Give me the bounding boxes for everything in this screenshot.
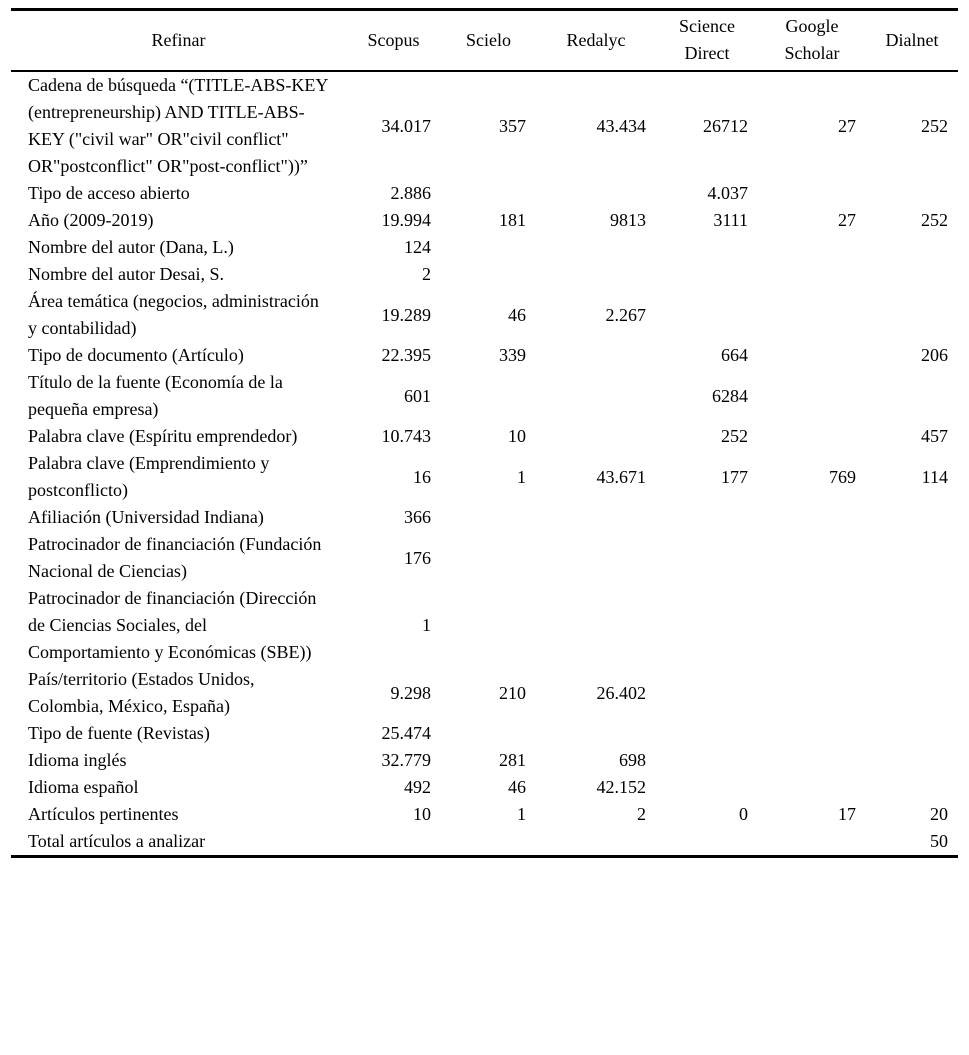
row-value-dialnet: 206 [921, 345, 948, 365]
row-value-google-scholar [758, 666, 866, 720]
row-value-scopus: 9.298 [390, 682, 431, 703]
row-value-science-direct [656, 666, 758, 720]
row-value-science-direct: 4.037 [707, 183, 748, 203]
row-value-google-scholar: 17 [838, 804, 856, 824]
row-value-scopus [346, 828, 441, 857]
table-row [11, 585, 958, 666]
row-value-science-direct: 252 [721, 426, 748, 446]
row-value-redalyc [536, 342, 656, 369]
row-value-google-scholar [758, 342, 866, 369]
row-label: Tipo de documento (Artículo) [28, 345, 244, 365]
row-value-science-direct: 3111 [713, 210, 748, 230]
row-value-google-scholar: 27 [838, 210, 856, 230]
column-header-scielo: Scielo [441, 10, 536, 72]
column-header-redalyc: Redalyc [536, 10, 656, 72]
row-value-redalyc [536, 180, 656, 207]
row-value-dialnet [866, 747, 958, 774]
row-value-redalyc: 43.671 [596, 466, 646, 487]
row-value-redalyc [536, 369, 656, 423]
row-value-dialnet [866, 585, 958, 666]
row-value-dialnet [866, 666, 958, 720]
row-value-science-direct [656, 261, 758, 288]
column-header-dialnet: Dialnet [866, 10, 958, 72]
table-row [11, 747, 958, 774]
row-label: Afiliación (Universidad Indiana) [28, 507, 264, 527]
table-row [11, 801, 958, 828]
row-label: Nombre del autor (Dana, L.) [28, 237, 234, 257]
row-value-scopus: 25.474 [381, 723, 431, 743]
row-value-scielo [441, 504, 536, 531]
row-value-scielo: 46 [508, 777, 526, 797]
row-value-scielo [441, 720, 536, 747]
row-value-google-scholar [758, 261, 866, 288]
row-value-dialnet: 114 [921, 466, 948, 487]
row-value-scopus: 10 [413, 804, 431, 824]
table-row [11, 828, 958, 857]
row-value-scopus: 19.994 [381, 210, 431, 230]
row-value-dialnet [866, 180, 958, 207]
row-value-redalyc [536, 423, 656, 450]
row-value-redalyc: 698 [619, 750, 646, 770]
table-row [11, 342, 958, 369]
row-value-scielo [441, 585, 536, 666]
row-value-scopus: 124 [404, 237, 431, 257]
row-value-dialnet [866, 720, 958, 747]
row-value-dialnet [866, 234, 958, 261]
row-value-redalyc [536, 531, 656, 585]
row-value-dialnet: 457 [921, 426, 948, 446]
row-value-dialnet [866, 531, 958, 585]
table-row [11, 288, 958, 342]
row-value-google-scholar [758, 180, 866, 207]
row-value-redalyc [536, 234, 656, 261]
row-label: Año (2009-2019) [28, 210, 154, 230]
row-label: Nombre del autor Desai, S. [28, 264, 224, 284]
row-value-scopus: 601 [404, 385, 431, 406]
row-value-redalyc: 2 [637, 804, 646, 824]
row-value-science-direct [656, 504, 758, 531]
row-label: Total artículos a analizar [28, 831, 206, 851]
row-value-scopus: 366 [404, 507, 431, 527]
row-value-redalyc [536, 585, 656, 666]
row-value-scielo [441, 369, 536, 423]
row-value-google-scholar [758, 531, 866, 585]
row-value-dialnet [866, 261, 958, 288]
table-row [11, 369, 958, 423]
row-value-google-scholar: 769 [829, 466, 856, 487]
row-value-redalyc: 42.152 [596, 777, 646, 797]
row-label: Idioma español [28, 777, 139, 797]
row-value-scielo: 1 [517, 466, 526, 487]
table-row [11, 261, 958, 288]
row-value-science-direct: 177 [721, 466, 748, 487]
row-value-dialnet [866, 288, 958, 342]
row-value-scopus: 2 [422, 264, 431, 284]
row-value-google-scholar [758, 234, 866, 261]
table-row [11, 423, 958, 450]
row-value-scielo: 46 [508, 304, 526, 325]
row-value-scielo [441, 531, 536, 585]
row-value-science-direct [656, 720, 758, 747]
row-label: Tipo de fuente (Revistas) [28, 723, 210, 743]
column-header-scopus: Scopus [346, 10, 441, 72]
row-value-redalyc [536, 720, 656, 747]
row-value-scielo: 10 [508, 426, 526, 446]
row-value-scielo: 357 [499, 115, 526, 136]
row-value-science-direct [656, 288, 758, 342]
row-value-scopus: 32.779 [381, 750, 431, 770]
row-value-science-direct: 664 [721, 345, 748, 365]
row-label: Título de la fuente (Economía de la pequeña empresa) [28, 372, 283, 419]
table-row [11, 504, 958, 531]
row-value-google-scholar [758, 288, 866, 342]
row-value-scielo: 281 [499, 750, 526, 770]
row-value-science-direct [656, 585, 758, 666]
row-value-scielo [441, 828, 536, 857]
row-value-redalyc: 43.434 [596, 115, 646, 136]
column-header-google-scholar: Google Scholar [758, 10, 866, 72]
row-value-science-direct: 26712 [703, 115, 748, 136]
row-value-scopus: 34.017 [381, 115, 431, 136]
row-label: Artículos pertinentes [28, 804, 179, 824]
table-row [11, 450, 958, 504]
row-value-google-scholar [758, 423, 866, 450]
row-value-scopus: 16 [413, 466, 431, 487]
row-label: Patrocinador de financiación (Dirección de Ciencias Sociales, del Comportamiento y Económicas (SBE)) [28, 588, 317, 662]
row-value-redalyc [536, 261, 656, 288]
refinement-table [11, 8, 958, 858]
row-value-scielo: 181 [499, 210, 526, 230]
row-value-science-direct: 0 [739, 804, 748, 824]
row-value-redalyc [536, 828, 656, 857]
row-value-scopus: 19.289 [381, 304, 431, 325]
row-value-dialnet: 252 [921, 210, 948, 230]
row-value-google-scholar [758, 369, 866, 423]
row-value-google-scholar [758, 774, 866, 801]
row-value-scielo: 339 [499, 345, 526, 365]
row-value-google-scholar [758, 720, 866, 747]
table-row [11, 666, 958, 720]
row-label: Área temática (negocios, administración y contabilidad) [28, 291, 319, 338]
row-value-scopus: 10.743 [381, 426, 431, 446]
row-value-science-direct [656, 828, 758, 857]
row-value-dialnet [866, 774, 958, 801]
row-label: Patrocinador de financiación (Fundación Nacional de Ciencias) [28, 534, 322, 581]
table-row [11, 720, 958, 747]
column-header-refinar: Refinar [11, 10, 346, 72]
row-value-science-direct [656, 531, 758, 585]
row-value-redalyc: 2.267 [605, 304, 646, 325]
row-value-google-scholar: 27 [838, 115, 856, 136]
row-value-dialnet: 252 [921, 115, 948, 136]
table-row [11, 531, 958, 585]
row-value-dialnet [866, 369, 958, 423]
table-row [11, 234, 958, 261]
row-value-scielo: 210 [499, 682, 526, 703]
row-value-science-direct [656, 774, 758, 801]
row-value-redalyc: 26.402 [596, 682, 646, 703]
row-label: País/territorio (Estados Unidos, Colombia, México, España) [28, 669, 255, 716]
row-value-redalyc: 9813 [610, 210, 646, 230]
row-value-science-direct [656, 747, 758, 774]
row-value-google-scholar [758, 585, 866, 666]
row-value-scopus: 492 [404, 777, 431, 797]
column-header-science-direct: Science Direct [656, 10, 758, 72]
row-value-science-direct [656, 234, 758, 261]
row-value-scopus: 22.395 [381, 345, 431, 365]
row-value-dialnet: 20 [930, 804, 948, 824]
row-value-google-scholar [758, 504, 866, 531]
row-value-scopus: 2.886 [390, 183, 431, 203]
row-label: Palabra clave (Emprendimiento y postconflicto) [28, 453, 270, 500]
row-value-dialnet: 50 [930, 831, 948, 851]
row-value-scopus: 176 [404, 547, 431, 568]
row-value-dialnet [866, 504, 958, 531]
row-value-scielo [441, 261, 536, 288]
row-value-scopus: 1 [422, 615, 431, 635]
table-row [11, 71, 958, 180]
table-row [11, 180, 958, 207]
row-label: Palabra clave (Espíritu emprendedor) [28, 426, 298, 446]
table-header-row [11, 10, 958, 72]
row-label: Idioma inglés [28, 750, 127, 770]
row-label: Tipo de acceso abierto [28, 183, 190, 203]
table-row [11, 207, 958, 234]
table-row [11, 774, 958, 801]
row-value-google-scholar [758, 747, 866, 774]
row-value-redalyc [536, 504, 656, 531]
row-value-scielo [441, 234, 536, 261]
row-label: Cadena de búsqueda “(TITLE-ABS-KEY (entrepreneurship) AND TITLE-ABS-KEY ("civil war" OR"civil conflict" OR"postconflict" OR"post-conflict"))” [28, 75, 328, 176]
row-value-scielo [441, 180, 536, 207]
row-value-google-scholar [758, 828, 866, 857]
row-value-scielo: 1 [517, 804, 526, 824]
row-value-science-direct: 6284 [712, 385, 748, 406]
